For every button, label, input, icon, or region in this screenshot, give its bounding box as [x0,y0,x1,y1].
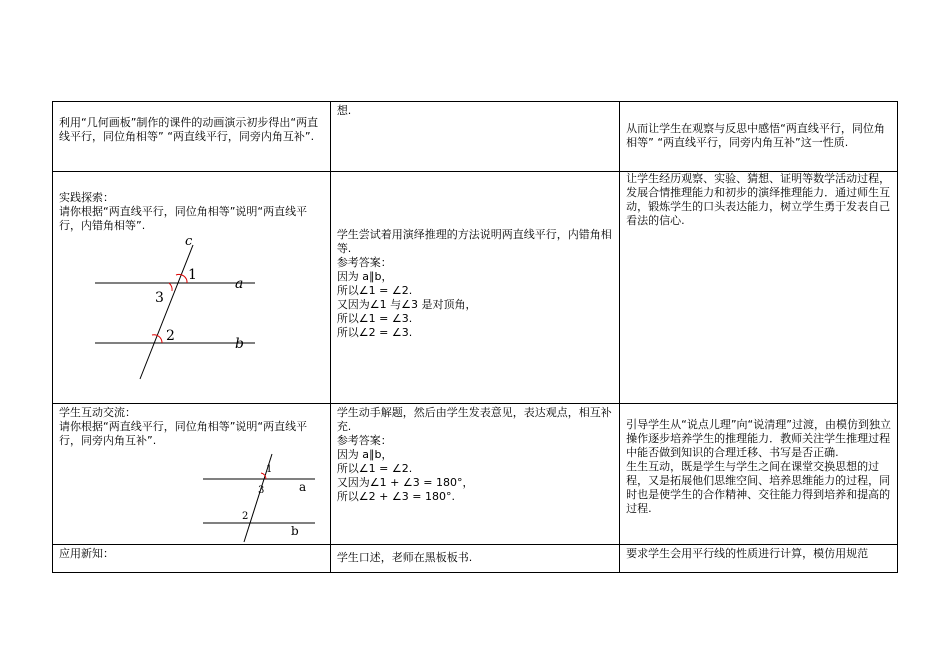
row3-student-line: 所以∠1 = ∠2. [336,462,413,475]
row1-student-text: 想. [336,104,352,117]
row4-student-cell [330,545,619,573]
row1-student-cell [330,102,619,172]
row2-student-line: 所以∠2 = ∠3. [336,326,413,339]
angle-2-label: 2 [166,328,175,344]
row3-student-cell [330,404,619,545]
row4-student-text: 学生口述，老师在黑板板书. [336,551,473,564]
row2-activity-cell [53,172,331,404]
row2-student-cell [330,172,619,404]
line-c-label: c [185,237,193,249]
parallel-lines-figure-1 [85,237,285,387]
row3-activity-cell [53,404,331,545]
row1-intent-text: 从而让学生在观察与反思中感悟“两直线平行，同位角相等” “两直线平行，同旁内角互补”这一性质. [626,122,885,149]
angle-1-label: 1 [188,267,197,283]
row4-intent-cell [620,545,898,573]
parallel-lines-figure-2 [199,452,329,544]
row3-student-line: 又因为∠1 + ∠3 = 180°， [336,476,474,489]
angle-3-label: 3 [155,290,164,306]
row3-activity-title: 学生互动交流： [59,406,136,419]
row1-activity-text: 利用“几何画板”制作的课件的动画演示初步得出“两直线平行，同位角相等” “两直线平行，同旁内角互补”. [59,116,319,143]
row2-activity-title: 实践探索： [59,191,114,204]
angle-2-label: 2 [242,511,249,522]
angle-3-label: 3 [258,485,265,496]
lesson-table [52,101,898,573]
row3-student-line: 参考答案： [336,434,392,447]
row3-intent-p2: 生生互动，既是学生与学生之间在课堂交换思想的过程，又是拓展他们思维空间、培养思维能力的过程，同时也是使学生的合作精神、交往能力得到培养和提高的过程. [626,460,891,515]
line-a-label: a [299,480,307,494]
table-row [53,545,898,573]
table-row [53,172,898,404]
row1-intent-cell [620,102,898,172]
row3-intent-p1: 引导学生从“说点儿理”向“说清理”过渡，由模仿到独立操作逐步培养学生的推理能力．教师关注学生推理过程中能否做到知识的合理迁移、书写是否正确. [626,418,891,459]
table-row [53,404,898,545]
line-a-label: a [235,276,244,292]
row2-student-line: 又因为∠1 与∠3 是对顶角， [336,298,477,311]
row2-student-line: 参考答案： [336,256,392,269]
table-row [53,102,898,172]
row2-intent-text: 让学生经历观察、实验、猜想、证明等数学活动过程，发展合情推理能力和初步的演绎推理能力．通过师生互动，锻炼学生的口头表达能力，树立学生勇于发表自己看法的信心. [626,172,891,227]
line-b-label: b [291,524,299,538]
row3-student-line: 因为 a∥b， [336,448,393,461]
row4-activity-text: 应用新知： [59,547,114,560]
row3-student-line: 学生动手解题，然后由学生发表意见，表达观点，相互补充. [336,406,612,433]
row3-student-line: 所以∠2 + ∠3 = 180°. [336,490,455,503]
row2-student-line: 因为 a∥b， [336,270,393,283]
row2-activity-text: 请你根据“两直线平行，同位角相等”说明“两直线平行，内错角相等”. [59,205,308,232]
row1-activity-cell [53,102,331,172]
row3-intent-cell [620,404,898,545]
line-b-label: b [235,336,244,352]
row3-activity-text: 请你根据“两直线平行，同位角相等”说明“两直线平行，同旁内角互补”. [59,420,308,447]
angle-1-label: 1 [266,464,273,475]
row2-student-line: 所以∠1 = ∠2. [336,284,413,297]
row2-student-line: 所以∠1 = ∠3. [336,312,413,325]
row4-activity-cell [53,545,331,573]
row2-intent-cell [620,172,898,404]
row2-student-line: 学生尝试着用演绎推理的方法说明两直线平行，内错角相等. [336,228,612,255]
row4-intent-text: 要求学生会用平行线的性质进行计算，模仿用规范 [626,547,869,560]
